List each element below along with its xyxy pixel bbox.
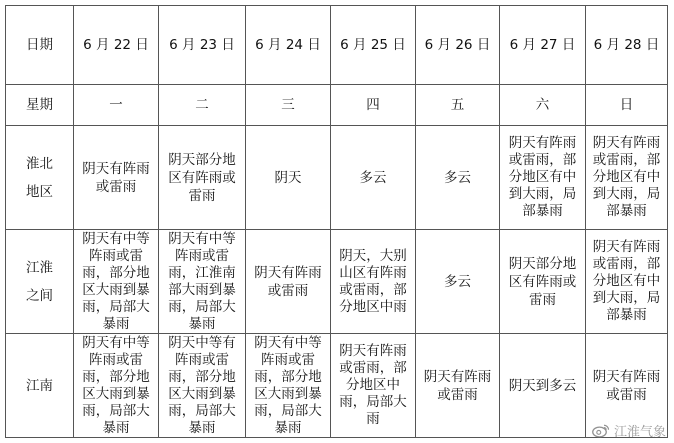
weekday-header (6, 85, 74, 126)
forecast-cell: 多云 (416, 230, 500, 334)
weekday-cell: 日 (586, 85, 668, 126)
watermark (592, 421, 666, 440)
region-name (6, 230, 74, 334)
weekday-cell: 三 (246, 85, 331, 126)
date-cell: 6 月 24 日 (246, 6, 331, 85)
forecast-cell: 多云 (416, 126, 500, 230)
weekday-cell: 一 (74, 85, 159, 126)
forecast-cell: 阴天 (246, 126, 331, 230)
date-header-label: 日期 (26, 37, 53, 53)
forecast-cell: 阴天有阵雨或雷雨，部分地区有中到大雨，局部暴雨 (586, 230, 668, 334)
watermark-text: 江淮气象 (613, 425, 666, 440)
region-row-huaibei (6, 126, 668, 230)
forecast-cell: 阴天有阵雨或雷雨，部分地区有中到大雨，局部暴雨 (500, 126, 586, 230)
date-cell: 6 月 27 日 (500, 6, 586, 85)
region-name-line: 地区 (26, 183, 53, 200)
region-name (6, 126, 74, 230)
weekday-cell: 五 (416, 85, 500, 126)
weekday-cell: 四 (331, 85, 416, 126)
region-name-line: 江南 (26, 377, 53, 394)
forecast-cell: 阴天，大别山区有阵雨或雷雨，部分地区中雨 (331, 230, 416, 334)
forecast-cell: 阴天有阵雨或雷雨，部分地区中雨，局部大雨 (331, 334, 416, 438)
date-cell: 6 月 28 日 (586, 6, 668, 85)
forecast-table (5, 5, 668, 438)
date-cell: 6 月 23 日 (159, 6, 246, 85)
weekday-header-label: 星期 (26, 97, 53, 113)
region-row-jianghuai (6, 230, 668, 334)
date-cell: 6 月 26 日 (416, 6, 500, 85)
forecast-cell: 阴天部分地区有阵雨或雷雨 (159, 126, 246, 230)
forecast-cell: 阴天有阵雨或雷雨 (586, 334, 668, 438)
forecast-cell: 阴天部分地区有阵雨或雷雨 (500, 230, 586, 334)
forecast-cell: 阴天有中等阵雨或雷雨，江淮南部大雨到暴雨，局部大暴雨 (159, 230, 246, 334)
region-row-jiangnan (6, 334, 668, 438)
forecast-cell: 阴天有中等阵雨或雷雨，部分地区大雨到暴雨，局部大暴雨 (74, 230, 159, 334)
forecast-cell: 阴天到多云 (500, 334, 586, 438)
forecast-cell: 阴天有阵雨或雷雨，部分地区有中到大雨，局部暴雨 (586, 126, 668, 230)
forecast-cell: 阴天有阵雨或雷雨 (74, 126, 159, 230)
region-name (6, 334, 74, 438)
forecast-cell: 阴天有阵雨或雷雨 (416, 334, 500, 438)
date-header (6, 6, 74, 85)
weekday-cell: 六 (500, 85, 586, 126)
date-row (6, 6, 668, 85)
forecast-cell: 阴天有阵雨或雷雨 (246, 230, 331, 334)
forecast-cell: 阴天中等有阵雨或雷雨，部分地区大雨到暴雨，局部大暴雨 (159, 334, 246, 438)
region-name-line: 江淮 (26, 259, 53, 276)
date-cell: 6 月 25 日 (331, 6, 416, 85)
forecast-cell: 阴天有中等阵雨或雷雨，部分地区大雨到暴雨，局部大暴雨 (246, 334, 331, 438)
region-name-line: 之间 (26, 287, 53, 304)
region-name-line: 淮北 (26, 155, 53, 172)
forecast-cell: 多云 (331, 126, 416, 230)
forecast-cell: 阴天有中等阵雨或雷雨，部分地区大雨到暴雨，局部大暴雨 (74, 334, 159, 438)
date-cell: 6 月 22 日 (74, 6, 159, 85)
weekday-row (6, 85, 668, 126)
weekday-cell: 二 (159, 85, 246, 126)
weibo-icon (592, 423, 610, 438)
